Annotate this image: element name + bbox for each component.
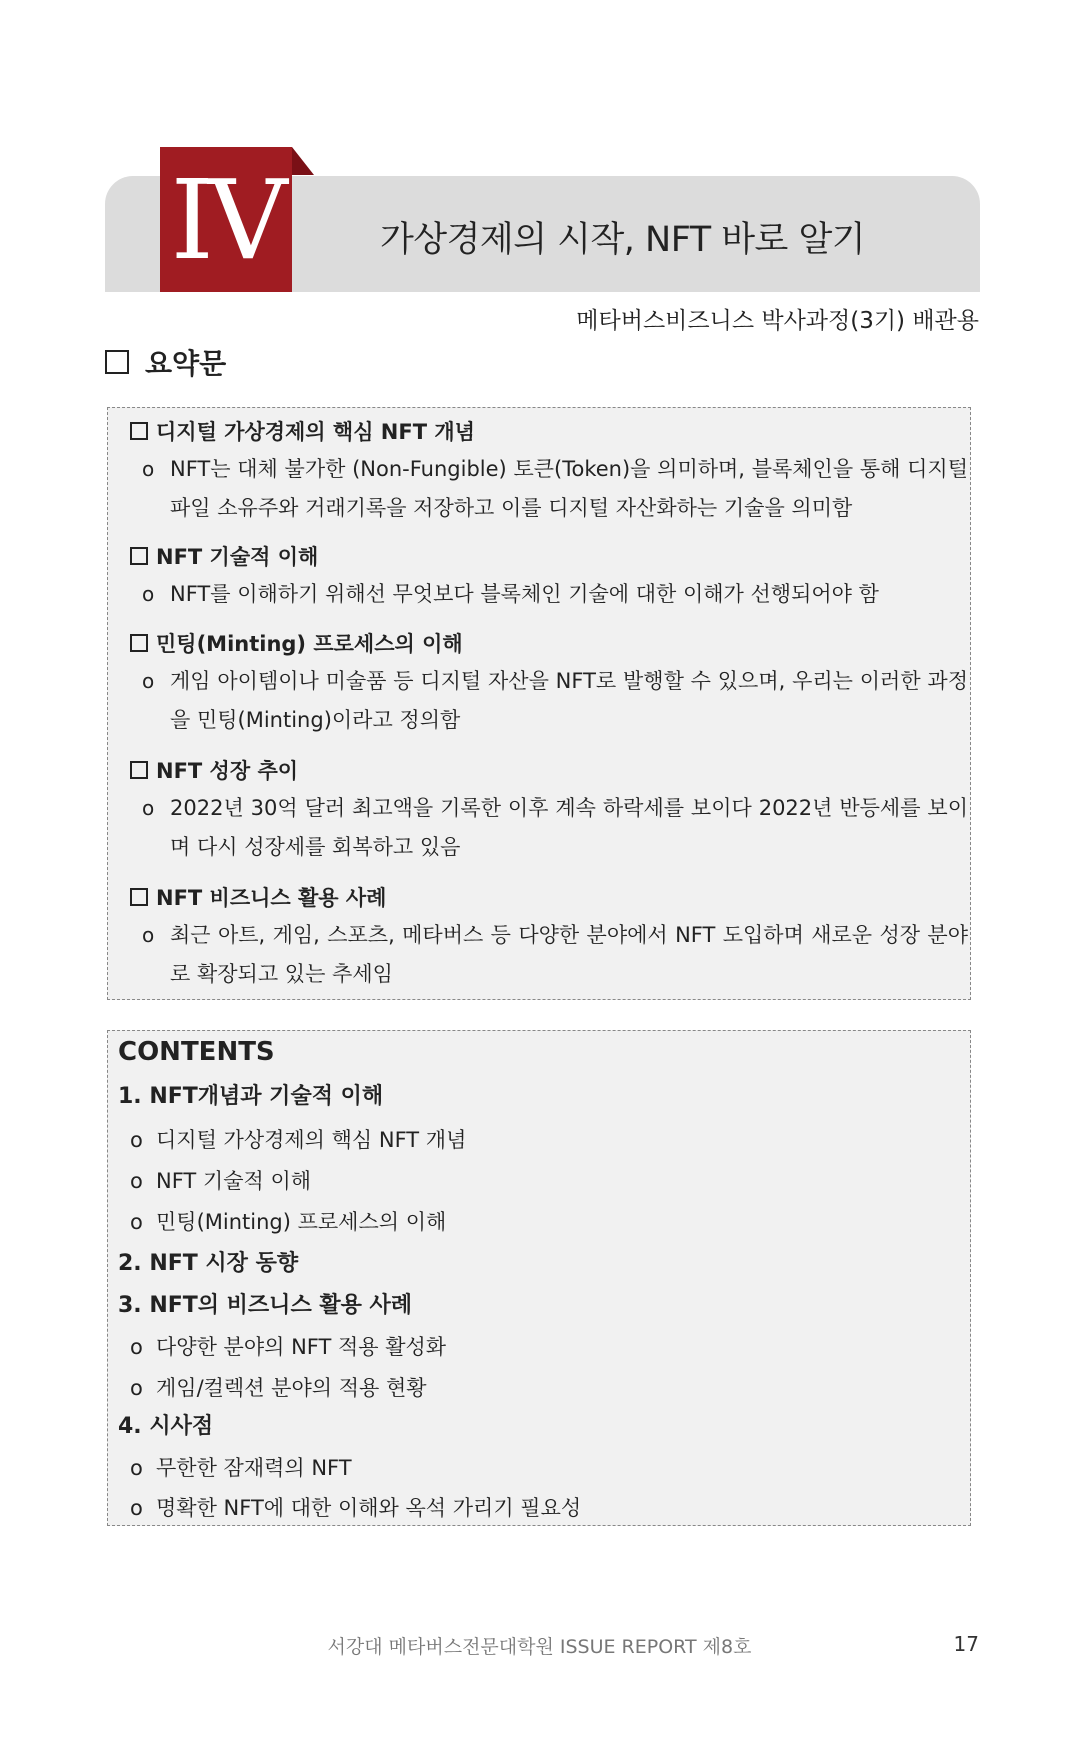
checkbox-icon xyxy=(130,422,148,440)
bullet-icon: o xyxy=(142,923,155,947)
summary-section xyxy=(130,628,968,740)
summary-section-title: NFT 기술적 이해 xyxy=(130,541,968,571)
toc-heading: 2. NFT 시장 동향 xyxy=(118,1251,299,1276)
summary-box xyxy=(107,407,971,1000)
checkbox-icon xyxy=(105,350,129,374)
chapter-badge-fold xyxy=(292,147,314,175)
summary-section-title: 민팅(Minting) 프로세스의 이해 xyxy=(130,628,968,658)
bullet-icon: o xyxy=(142,582,155,606)
summary-bullet: o NFT를 이해하기 위해선 무엇보다 블록체인 기술에 대한 이해가 선행되어야 함 xyxy=(130,575,968,614)
toc-heading: 4. 시사점 xyxy=(118,1414,214,1439)
summary-section xyxy=(130,541,968,614)
checkbox-icon xyxy=(130,761,148,779)
summary-section xyxy=(130,882,968,994)
toc-subitem: o 다양한 분야의 NFT 적용 활성화 xyxy=(130,1335,447,1359)
footer-publication: 서강대 메타버스전문대학원 ISSUE REPORT 제8호 xyxy=(327,1636,752,1658)
chapter-title: 가상경제의 시작, NFT 바로 알기 xyxy=(380,220,866,260)
bullet-icon: o xyxy=(142,796,155,820)
bullet-icon: o xyxy=(130,1128,143,1152)
summary-heading-label: 요약문 xyxy=(145,347,227,380)
contents-box xyxy=(107,1030,971,1526)
bullet-icon: o xyxy=(142,669,155,693)
summary-section-title: NFT 성장 추이 xyxy=(130,755,968,785)
toc-subitem: o NFT 기술적 이해 xyxy=(130,1169,312,1193)
chapter-numeral: IV xyxy=(170,156,282,284)
checkbox-icon xyxy=(130,547,148,565)
bullet-icon: o xyxy=(130,1496,143,1520)
toc-heading: 3. NFT의 비즈니스 활용 사례 xyxy=(118,1293,413,1318)
summary-section xyxy=(130,755,968,867)
bullet-icon: o xyxy=(130,1169,143,1193)
toc-subitem: o 디지털 가상경제의 핵심 NFT 개념 xyxy=(130,1128,467,1152)
toc-subitem: o 무한한 잠재력의 NFT xyxy=(130,1456,352,1480)
bullet-icon: o xyxy=(130,1376,143,1400)
toc-subitem: o 민팅(Minting) 프로세스의 이해 xyxy=(130,1210,447,1234)
contents-title: CONTENTS xyxy=(118,1037,275,1067)
bullet-icon: o xyxy=(130,1456,143,1480)
toc-subitem: o 명확한 NFT에 대한 이해와 옥석 가리기 필요성 xyxy=(130,1496,582,1520)
summary-bullet: o 최근 아트, 게임, 스포츠, 메타버스 등 다양한 분야에서 NFT 도입하며 새로운 성장 분야로 확장되고 있는 추세임 xyxy=(130,916,968,994)
summary-bullet: o NFT는 대체 불가한 (Non-Fungible) 토큰(Token)을 의미하며, 블록체인을 통해 디지털 파일 소유주와 거래기록을 저장하고 이를 디지털 자산화하는 기술을 의미함 xyxy=(130,450,968,528)
summary-heading xyxy=(105,342,226,382)
summary-bullet: o 게임 아이템이나 미술품 등 디지털 자산을 NFT로 발행할 수 있으며, 우리는 이러한 과정을 민팅(Minting)이라고 정의함 xyxy=(130,662,968,740)
bullet-icon: o xyxy=(142,457,155,481)
summary-section-title: NFT 비즈니스 활용 사례 xyxy=(130,882,968,912)
bullet-icon: o xyxy=(130,1210,143,1234)
author-line: 메타버스비즈니스 박사과정(3기) 배관용 xyxy=(576,308,979,334)
page-number: 17 xyxy=(953,1632,979,1656)
checkbox-icon xyxy=(130,634,148,652)
summary-section-title: 디지털 가상경제의 핵심 NFT 개념 xyxy=(130,416,968,446)
bullet-icon: o xyxy=(130,1335,143,1359)
toc-heading: 1. NFT개념과 기술적 이해 xyxy=(118,1084,384,1109)
summary-section xyxy=(130,416,968,528)
summary-bullet: o 2022년 30억 달러 최고액을 기록한 이후 계속 하락세를 보이다 2022년 반등세를 보이며 다시 성장세를 회복하고 있음 xyxy=(130,789,968,867)
checkbox-icon xyxy=(130,888,148,906)
toc-subitem: o 게임/컬렉션 분야의 적용 현황 xyxy=(130,1376,427,1400)
